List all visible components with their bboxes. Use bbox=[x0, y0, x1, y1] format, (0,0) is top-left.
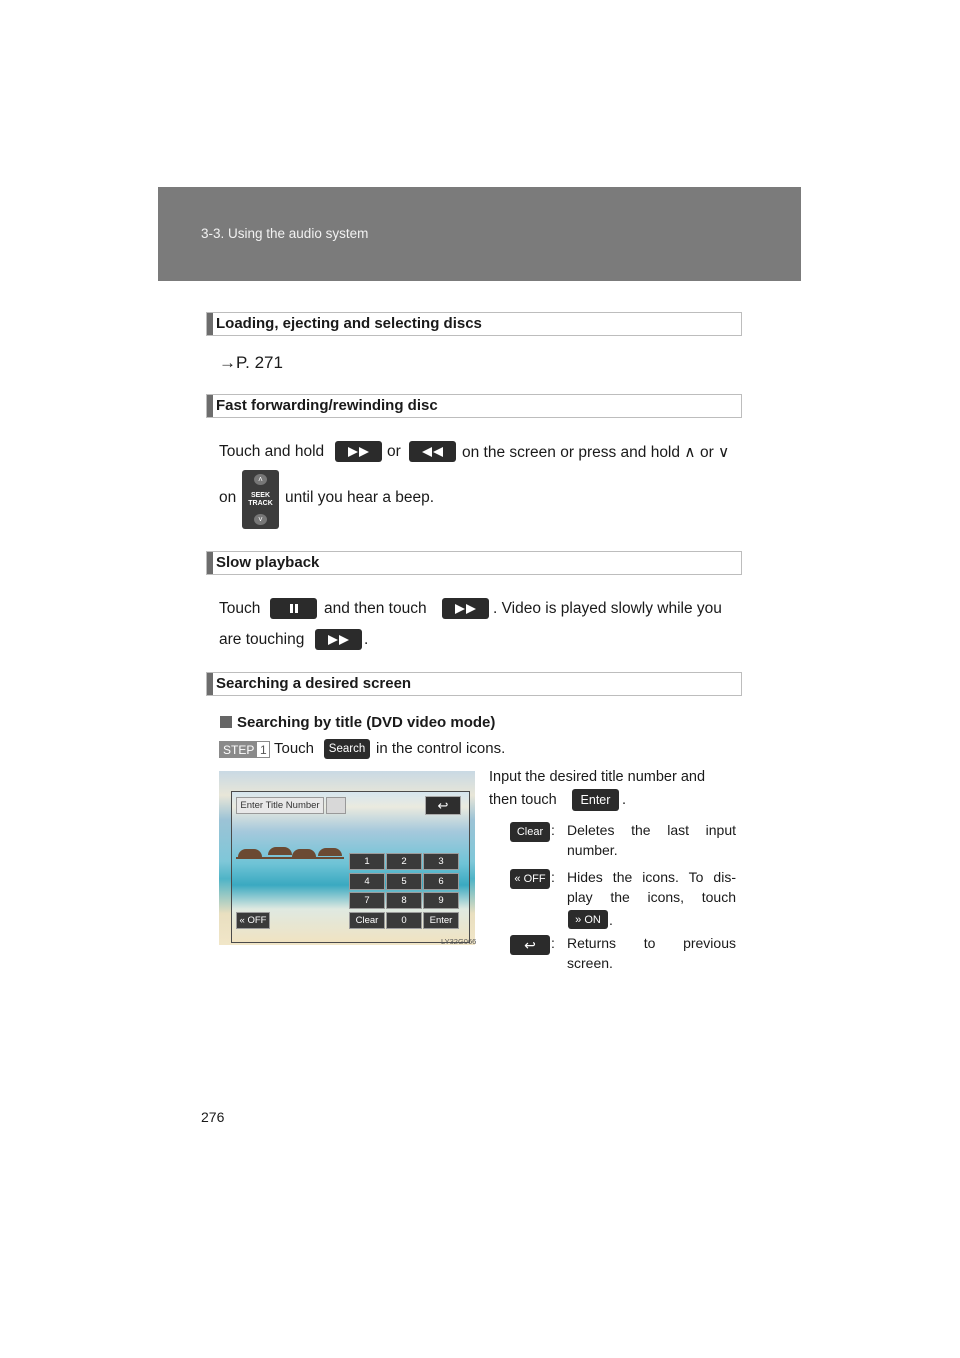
section-title: Slow playback bbox=[216, 554, 320, 571]
hut-image bbox=[268, 847, 292, 855]
fast-forward-button bbox=[335, 441, 382, 462]
section-heading-slow bbox=[206, 551, 742, 575]
enter-button: Enter bbox=[572, 789, 619, 811]
key-clear: Clear bbox=[349, 912, 385, 929]
desc-text: screen. bbox=[567, 955, 613, 971]
period: . bbox=[622, 792, 627, 808]
key-3: 3 bbox=[423, 853, 459, 870]
key-7: 7 bbox=[349, 892, 385, 909]
subsection-title: Searching by title (DVD video mode) bbox=[237, 714, 496, 731]
title-number-screen bbox=[219, 771, 475, 945]
hut-image bbox=[318, 848, 342, 856]
pause-button bbox=[270, 598, 317, 619]
desc-text: Hides the icons. To dis- bbox=[567, 869, 736, 885]
body-text: and then touch bbox=[324, 600, 427, 617]
body-text: Touch bbox=[219, 600, 261, 617]
colon: : bbox=[551, 935, 555, 951]
chevron-down-icon: ˅ bbox=[254, 514, 267, 525]
image-code: LY32G066 bbox=[441, 937, 477, 946]
section-heading-loading bbox=[206, 312, 742, 336]
hut-image bbox=[238, 849, 262, 857]
body-text: in the control icons. bbox=[376, 740, 506, 757]
body-text: . Video is played slowly while you bbox=[493, 600, 722, 617]
enter-title-field: Enter Title Number bbox=[236, 797, 324, 814]
seek-track-switch bbox=[242, 470, 279, 529]
square-bullet-icon bbox=[220, 716, 232, 728]
back-button bbox=[425, 796, 461, 815]
off-button-icon: « OFF bbox=[510, 869, 550, 889]
page-reference: →P. 271 bbox=[219, 353, 283, 372]
chapter-title: 3-3. Using the audio system bbox=[201, 226, 369, 241]
section-title: Searching a desired screen bbox=[216, 675, 412, 692]
fast-forward-button bbox=[315, 629, 362, 650]
page-reference-text: P. 271 bbox=[236, 353, 283, 372]
key-4: 4 bbox=[349, 873, 385, 890]
step-badge-1: STEP 1 bbox=[219, 741, 270, 758]
body-text: . bbox=[364, 631, 369, 648]
body-text: or bbox=[387, 443, 401, 460]
section-title: Loading, ejecting and selecting discs bbox=[216, 315, 482, 332]
period: . bbox=[609, 912, 613, 928]
pause-icon bbox=[290, 604, 298, 613]
seek-track-label: SEEK TRACK bbox=[248, 492, 273, 507]
desc-text: Returns to previous bbox=[567, 935, 736, 951]
return-icon: ↩ bbox=[437, 797, 449, 813]
desc-text: Deletes the last input bbox=[567, 822, 736, 838]
body-text: are touching bbox=[219, 631, 305, 648]
key-enter: Enter bbox=[423, 912, 459, 929]
rewind-button bbox=[409, 441, 456, 462]
key-0: 0 bbox=[386, 912, 422, 929]
title-number-input bbox=[326, 797, 346, 814]
search-button: Search bbox=[324, 739, 370, 759]
key-8: 8 bbox=[386, 892, 422, 909]
fast-forward-button bbox=[442, 598, 489, 619]
off-button: « OFF bbox=[236, 912, 270, 929]
key-6: 6 bbox=[423, 873, 459, 890]
body-text: until you hear a beep. bbox=[285, 489, 435, 506]
body-text: on the screen or press and hold ∧ or ∨ bbox=[462, 444, 730, 461]
body-text: Touch bbox=[274, 740, 315, 757]
fast-forward-icon bbox=[348, 447, 370, 457]
body-text: then touch bbox=[489, 792, 557, 808]
chapter-header bbox=[158, 187, 801, 281]
section-title: Fast forwarding/rewinding disc bbox=[216, 397, 438, 414]
hut-image bbox=[292, 849, 316, 857]
return-icon: ↩ bbox=[510, 935, 550, 955]
chevron-up-icon: ˄ bbox=[254, 474, 267, 485]
desc-text: number. bbox=[567, 842, 618, 858]
pier-image bbox=[236, 857, 344, 859]
clear-button: Clear bbox=[510, 822, 550, 842]
fast-forward-icon bbox=[328, 635, 350, 645]
colon: : bbox=[551, 822, 555, 838]
rewind-icon bbox=[422, 447, 444, 457]
colon: : bbox=[551, 869, 555, 885]
subsection-heading bbox=[220, 714, 495, 731]
screen-display bbox=[231, 791, 470, 943]
page-number: 276 bbox=[201, 1109, 225, 1125]
body-text: Touch and hold bbox=[219, 443, 325, 460]
on-button-icon: » ON bbox=[568, 910, 608, 929]
body-text: on bbox=[219, 489, 237, 506]
section-heading-ff bbox=[206, 394, 742, 418]
key-2: 2 bbox=[386, 853, 422, 870]
body-text: Input the desired title number and bbox=[489, 769, 706, 785]
key-9: 9 bbox=[423, 892, 459, 909]
key-5: 5 bbox=[386, 873, 422, 890]
fast-forward-icon bbox=[455, 604, 477, 614]
desc-text: play the icons, touch bbox=[567, 889, 736, 905]
section-heading-search bbox=[206, 672, 742, 696]
key-1: 1 bbox=[349, 853, 385, 870]
